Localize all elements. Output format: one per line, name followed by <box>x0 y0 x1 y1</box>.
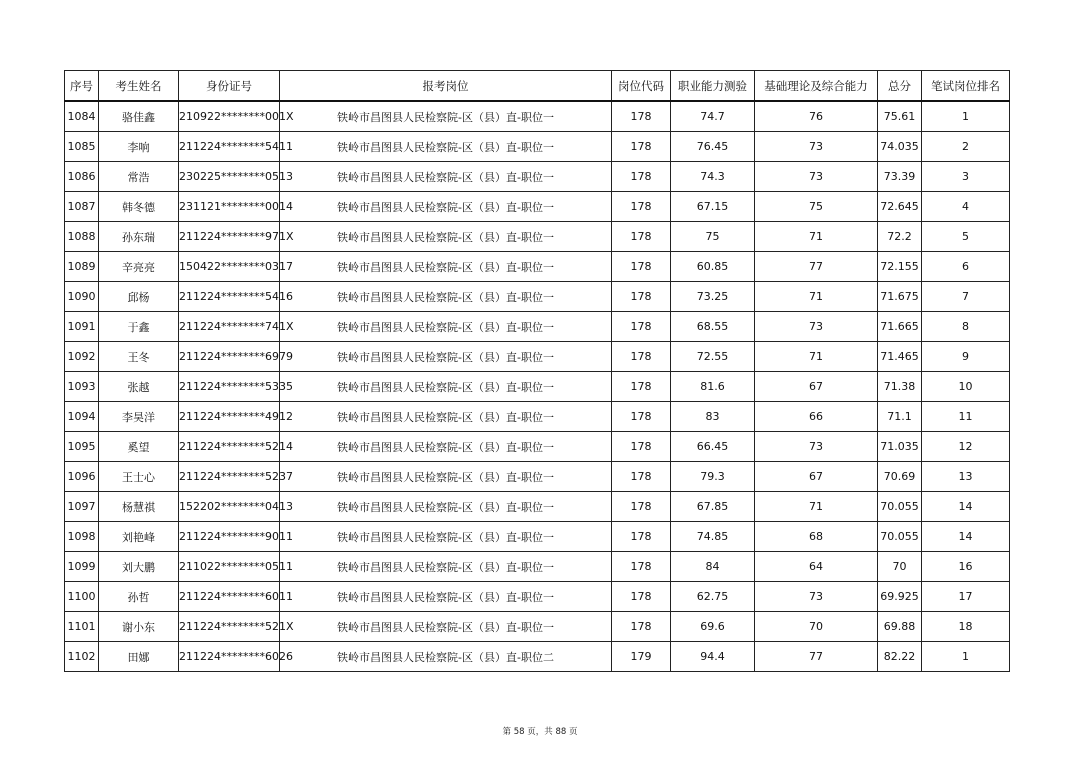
cell-rank: 14 <box>922 492 1010 522</box>
cell-index: 1096 <box>65 462 99 492</box>
cell-theory-score: 76 <box>755 101 878 132</box>
cell-aptitude-score: 76.45 <box>671 132 755 162</box>
table-row <box>65 462 1010 492</box>
table-row <box>65 582 1010 612</box>
cell-name: 李响 <box>99 132 179 162</box>
cell-index: 1086 <box>65 162 99 192</box>
cell-rank: 16 <box>922 552 1010 582</box>
cell-post: 铁岭市昌图县人民检察院-区（县）直-职位一 <box>280 132 612 162</box>
cell-post: 铁岭市昌图县人民检察院-区（县）直-职位一 <box>280 162 612 192</box>
cell-id-number: 211224********9011 <box>179 522 280 552</box>
cell-total-score: 73.39 <box>878 162 922 192</box>
cell-id-number: 211224********5237 <box>179 462 280 492</box>
cell-theory-score: 77 <box>755 642 878 672</box>
cell-post: 铁岭市昌图县人民检察院-区（县）直-职位一 <box>280 192 612 222</box>
cell-name: 孙东瑞 <box>99 222 179 252</box>
cell-aptitude-score: 74.85 <box>671 522 755 552</box>
table-row <box>65 282 1010 312</box>
cell-name: 奚望 <box>99 432 179 462</box>
cell-rank: 17 <box>922 582 1010 612</box>
cell-theory-score: 73 <box>755 312 878 342</box>
cell-name: 孙哲 <box>99 582 179 612</box>
col-header-post: 报考岗位 <box>280 71 612 102</box>
cell-aptitude-score: 67.85 <box>671 492 755 522</box>
cell-name: 韩冬德 <box>99 192 179 222</box>
table-row <box>65 192 1010 222</box>
table-row <box>65 552 1010 582</box>
cell-post: 铁岭市昌图县人民检察院-区（县）直-职位一 <box>280 222 612 252</box>
cell-index: 1092 <box>65 342 99 372</box>
cell-name: 辛亮亮 <box>99 252 179 282</box>
cell-index: 1100 <box>65 582 99 612</box>
cell-name: 常浩 <box>99 162 179 192</box>
cell-name: 张越 <box>99 372 179 402</box>
cell-post: 铁岭市昌图县人民检察院-区（县）直-职位一 <box>280 522 612 552</box>
cell-total-score: 82.22 <box>878 642 922 672</box>
cell-aptitude-score: 94.4 <box>671 642 755 672</box>
col-header-aptitude-score: 职业能力测验 <box>671 71 755 102</box>
cell-id-number: 210922********001X <box>179 101 280 132</box>
cell-total-score: 71.465 <box>878 342 922 372</box>
table-header-row <box>65 71 1010 102</box>
cell-post-code: 178 <box>612 192 671 222</box>
cell-name: 刘艳峰 <box>99 522 179 552</box>
cell-post: 铁岭市昌图县人民检察院-区（县）直-职位二 <box>280 642 612 672</box>
table-row <box>65 252 1010 282</box>
cell-name: 王士心 <box>99 462 179 492</box>
cell-index: 1090 <box>65 282 99 312</box>
cell-post: 铁岭市昌图县人民检察院-区（县）直-职位一 <box>280 612 612 642</box>
cell-name: 李昊洋 <box>99 402 179 432</box>
cell-aptitude-score: 68.55 <box>671 312 755 342</box>
cell-index: 1094 <box>65 402 99 432</box>
cell-aptitude-score: 73.25 <box>671 282 755 312</box>
cell-aptitude-score: 67.15 <box>671 192 755 222</box>
cell-name: 邱杨 <box>99 282 179 312</box>
cell-aptitude-score: 74.3 <box>671 162 755 192</box>
cell-id-number: 211224********4912 <box>179 402 280 432</box>
page-number: 第 58 页，共 88 页 <box>502 727 578 737</box>
cell-id-number: 211224********5411 <box>179 132 280 162</box>
table-row <box>65 162 1010 192</box>
cell-post-code: 178 <box>612 432 671 462</box>
cell-aptitude-score: 83 <box>671 402 755 432</box>
cell-rank: 1 <box>922 101 1010 132</box>
cell-theory-score: 66 <box>755 402 878 432</box>
cell-total-score: 72.645 <box>878 192 922 222</box>
cell-post-code: 178 <box>612 342 671 372</box>
cell-post-code: 178 <box>612 402 671 432</box>
cell-rank: 13 <box>922 462 1010 492</box>
cell-total-score: 69.925 <box>878 582 922 612</box>
cell-theory-score: 67 <box>755 372 878 402</box>
cell-theory-score: 75 <box>755 192 878 222</box>
cell-rank: 3 <box>922 162 1010 192</box>
cell-post-code: 178 <box>612 582 671 612</box>
cell-total-score: 70.055 <box>878 522 922 552</box>
cell-rank: 7 <box>922 282 1010 312</box>
cell-post: 铁岭市昌图县人民检察院-区（县）直-职位一 <box>280 312 612 342</box>
table-row <box>65 642 1010 672</box>
cell-index: 1085 <box>65 132 99 162</box>
cell-id-number: 231121********0014 <box>179 192 280 222</box>
cell-rank: 9 <box>922 342 1010 372</box>
cell-id-number: 211022********0511 <box>179 552 280 582</box>
cell-rank: 12 <box>922 432 1010 462</box>
cell-post-code: 178 <box>612 162 671 192</box>
cell-id-number: 211224********5214 <box>179 432 280 462</box>
cell-index: 1087 <box>65 192 99 222</box>
cell-index: 1101 <box>65 612 99 642</box>
cell-theory-score: 71 <box>755 282 878 312</box>
table-body <box>65 101 1010 672</box>
cell-theory-score: 68 <box>755 522 878 552</box>
cell-total-score: 71.38 <box>878 372 922 402</box>
cell-post-code: 178 <box>612 522 671 552</box>
cell-post-code: 178 <box>612 312 671 342</box>
cell-total-score: 72.2 <box>878 222 922 252</box>
cell-total-score: 70 <box>878 552 922 582</box>
cell-aptitude-score: 75 <box>671 222 755 252</box>
cell-aptitude-score: 62.75 <box>671 582 755 612</box>
cell-index: 1099 <box>65 552 99 582</box>
cell-theory-score: 73 <box>755 162 878 192</box>
cell-post: 铁岭市昌图县人民检察院-区（县）直-职位一 <box>280 432 612 462</box>
cell-theory-score: 71 <box>755 492 878 522</box>
col-header-id-number: 身份证号 <box>179 71 280 102</box>
cell-rank: 6 <box>922 252 1010 282</box>
table-row <box>65 132 1010 162</box>
cell-name: 刘大鹏 <box>99 552 179 582</box>
cell-name: 于鑫 <box>99 312 179 342</box>
cell-theory-score: 73 <box>755 132 878 162</box>
table-row <box>65 222 1010 252</box>
cell-id-number: 211224********6026 <box>179 642 280 672</box>
cell-total-score: 71.665 <box>878 312 922 342</box>
table-row <box>65 612 1010 642</box>
cell-theory-score: 67 <box>755 462 878 492</box>
cell-post-code: 178 <box>612 492 671 522</box>
cell-index: 1091 <box>65 312 99 342</box>
cell-post: 铁岭市昌图县人民检察院-区（县）直-职位一 <box>280 342 612 372</box>
cell-name: 田娜 <box>99 642 179 672</box>
table-row <box>65 372 1010 402</box>
cell-id-number: 211224********5335 <box>179 372 280 402</box>
cell-post-code: 178 <box>612 132 671 162</box>
cell-post-code: 178 <box>612 222 671 252</box>
cell-index: 1098 <box>65 522 99 552</box>
cell-index: 1089 <box>65 252 99 282</box>
cell-total-score: 75.61 <box>878 101 922 132</box>
cell-rank: 10 <box>922 372 1010 402</box>
cell-theory-score: 64 <box>755 552 878 582</box>
cell-post: 铁岭市昌图县人民检察院-区（县）直-职位一 <box>280 402 612 432</box>
cell-total-score: 71.035 <box>878 432 922 462</box>
cell-post-code: 178 <box>612 101 671 132</box>
cell-rank: 2 <box>922 132 1010 162</box>
cell-id-number: 150422********0317 <box>179 252 280 282</box>
cell-rank: 18 <box>922 612 1010 642</box>
cell-post: 铁岭市昌图县人民检察院-区（县）直-职位一 <box>280 372 612 402</box>
cell-aptitude-score: 79.3 <box>671 462 755 492</box>
table-row <box>65 492 1010 522</box>
cell-total-score: 72.155 <box>878 252 922 282</box>
col-header-rank: 笔试岗位排名 <box>922 71 1010 102</box>
cell-index: 1093 <box>65 372 99 402</box>
cell-name: 谢小东 <box>99 612 179 642</box>
cell-post-code: 178 <box>612 462 671 492</box>
cell-id-number: 211224********6979 <box>179 342 280 372</box>
cell-post: 铁岭市昌图县人民检察院-区（县）直-职位一 <box>280 462 612 492</box>
cell-aptitude-score: 60.85 <box>671 252 755 282</box>
cell-name: 王冬 <box>99 342 179 372</box>
cell-index: 1084 <box>65 101 99 132</box>
cell-post: 铁岭市昌图县人民检察院-区（县）直-职位一 <box>280 492 612 522</box>
col-header-index: 序号 <box>65 71 99 102</box>
cell-post: 铁岭市昌图县人民检察院-区（县）直-职位一 <box>280 101 612 132</box>
col-header-name: 考生姓名 <box>99 71 179 102</box>
cell-id-number: 211224********521X <box>179 612 280 642</box>
cell-id-number: 230225********0513 <box>179 162 280 192</box>
cell-post-code: 178 <box>612 552 671 582</box>
table-row <box>65 402 1010 432</box>
cell-id-number: 211224********741X <box>179 312 280 342</box>
cell-theory-score: 73 <box>755 582 878 612</box>
cell-total-score: 70.69 <box>878 462 922 492</box>
cell-id-number: 211224********5416 <box>179 282 280 312</box>
table-row <box>65 101 1010 132</box>
cell-post-code: 178 <box>612 252 671 282</box>
cell-rank: 4 <box>922 192 1010 222</box>
cell-theory-score: 73 <box>755 432 878 462</box>
cell-post-code: 178 <box>612 282 671 312</box>
cell-post: 铁岭市昌图县人民检察院-区（县）直-职位一 <box>280 252 612 282</box>
cell-id-number: 152202********0413 <box>179 492 280 522</box>
col-header-post-code: 岗位代码 <box>612 71 671 102</box>
cell-name: 骆佳鑫 <box>99 101 179 132</box>
results-table <box>64 70 1010 672</box>
cell-theory-score: 71 <box>755 222 878 252</box>
cell-aptitude-score: 81.6 <box>671 372 755 402</box>
cell-rank: 8 <box>922 312 1010 342</box>
cell-index: 1102 <box>65 642 99 672</box>
cell-post: 铁岭市昌图县人民检察院-区（县）直-职位一 <box>280 552 612 582</box>
cell-total-score: 70.055 <box>878 492 922 522</box>
col-header-theory-score: 基础理论及综合能力 <box>755 71 878 102</box>
cell-name: 杨慧祺 <box>99 492 179 522</box>
cell-total-score: 74.035 <box>878 132 922 162</box>
table-row <box>65 342 1010 372</box>
cell-post: 铁岭市昌图县人民检察院-区（县）直-职位一 <box>280 582 612 612</box>
cell-aptitude-score: 74.7 <box>671 101 755 132</box>
cell-rank: 5 <box>922 222 1010 252</box>
cell-aptitude-score: 66.45 <box>671 432 755 462</box>
cell-id-number: 211224********971X <box>179 222 280 252</box>
table-row <box>65 522 1010 552</box>
cell-post-code: 178 <box>612 612 671 642</box>
cell-aptitude-score: 69.6 <box>671 612 755 642</box>
cell-aptitude-score: 84 <box>671 552 755 582</box>
cell-index: 1088 <box>65 222 99 252</box>
cell-total-score: 71.675 <box>878 282 922 312</box>
cell-post-code: 179 <box>612 642 671 672</box>
cell-rank: 11 <box>922 402 1010 432</box>
cell-index: 1097 <box>65 492 99 522</box>
table-row <box>65 312 1010 342</box>
cell-index: 1095 <box>65 432 99 462</box>
cell-theory-score: 77 <box>755 252 878 282</box>
col-header-total-score: 总分 <box>878 71 922 102</box>
cell-total-score: 69.88 <box>878 612 922 642</box>
cell-total-score: 71.1 <box>878 402 922 432</box>
cell-post-code: 178 <box>612 372 671 402</box>
cell-theory-score: 70 <box>755 612 878 642</box>
cell-rank: 14 <box>922 522 1010 552</box>
cell-id-number: 211224********6011 <box>179 582 280 612</box>
cell-theory-score: 71 <box>755 342 878 372</box>
cell-post: 铁岭市昌图县人民检察院-区（县）直-职位一 <box>280 282 612 312</box>
table-row <box>65 432 1010 462</box>
cell-rank: 1 <box>922 642 1010 672</box>
cell-aptitude-score: 72.55 <box>671 342 755 372</box>
